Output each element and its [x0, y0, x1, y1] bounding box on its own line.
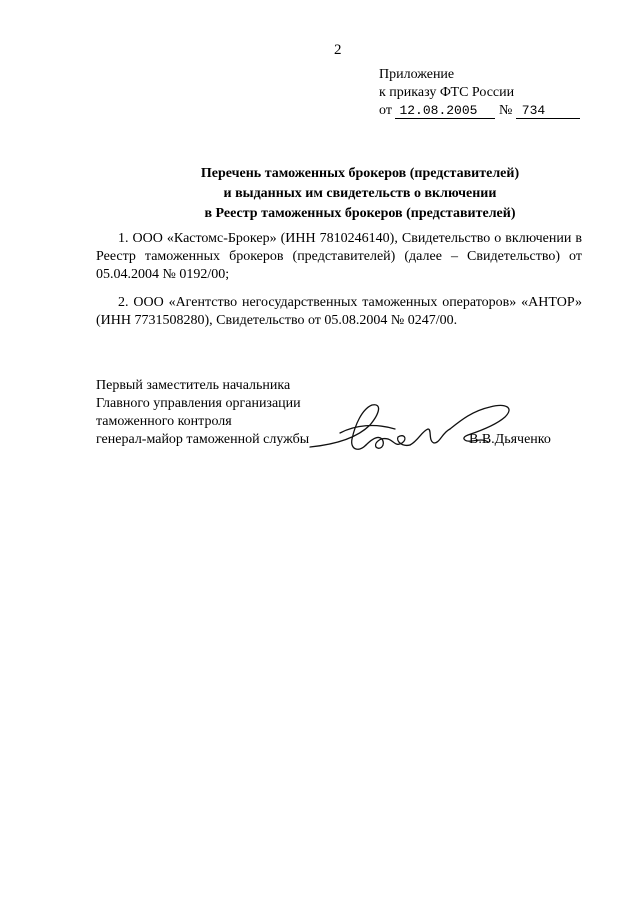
- date-prefix: от: [379, 103, 392, 118]
- list-item: 1. ООО «Кастомс-Брокер» (ИНН 7810246140), Свидетельство о включении в Реестр таможенных брокеров (представителей) (далее – Свидетельство) от 05.04.2004 № 0192/00;: [96, 231, 582, 282]
- appendix-header: [379, 66, 580, 120]
- signatory-rank: генерал-майор таможенной службы: [96, 432, 310, 447]
- number-sign: №: [498, 103, 513, 118]
- appendix-order-ref: к приказу ФТС России: [379, 85, 515, 100]
- document-title: [100, 164, 620, 224]
- signatory-position-3: таможенного контроля: [96, 414, 232, 429]
- signatory-block: [96, 377, 309, 449]
- title-line-3: в Реестр таможенных брокеров (представителей): [204, 206, 516, 221]
- signature-icon: [300, 395, 530, 465]
- appendix-label: Приложение: [379, 67, 455, 82]
- order-number: 734: [516, 104, 580, 119]
- order-date: 12.08.2005: [395, 104, 495, 119]
- signer-name: В.В.Дьяченко: [469, 432, 551, 447]
- appendix-date-line: [379, 102, 580, 120]
- signatory-position-2: Главного управления организации: [96, 396, 301, 411]
- signatory-position-1: Первый заместитель начальника: [96, 378, 291, 393]
- list-item: 2. ООО «Агентство негосударственных таможенных операторов» «АНТОР» (ИНН 7731508280), Свидетельство от 05.08.2004 № 0247/00.: [96, 295, 582, 328]
- title-line-2: и выданных им свидетельств о включении: [223, 186, 497, 201]
- title-line-1: Перечень таможенных брокеров (представителей): [200, 166, 520, 181]
- broker-list: [96, 230, 582, 340]
- page-number: 2: [334, 42, 342, 58]
